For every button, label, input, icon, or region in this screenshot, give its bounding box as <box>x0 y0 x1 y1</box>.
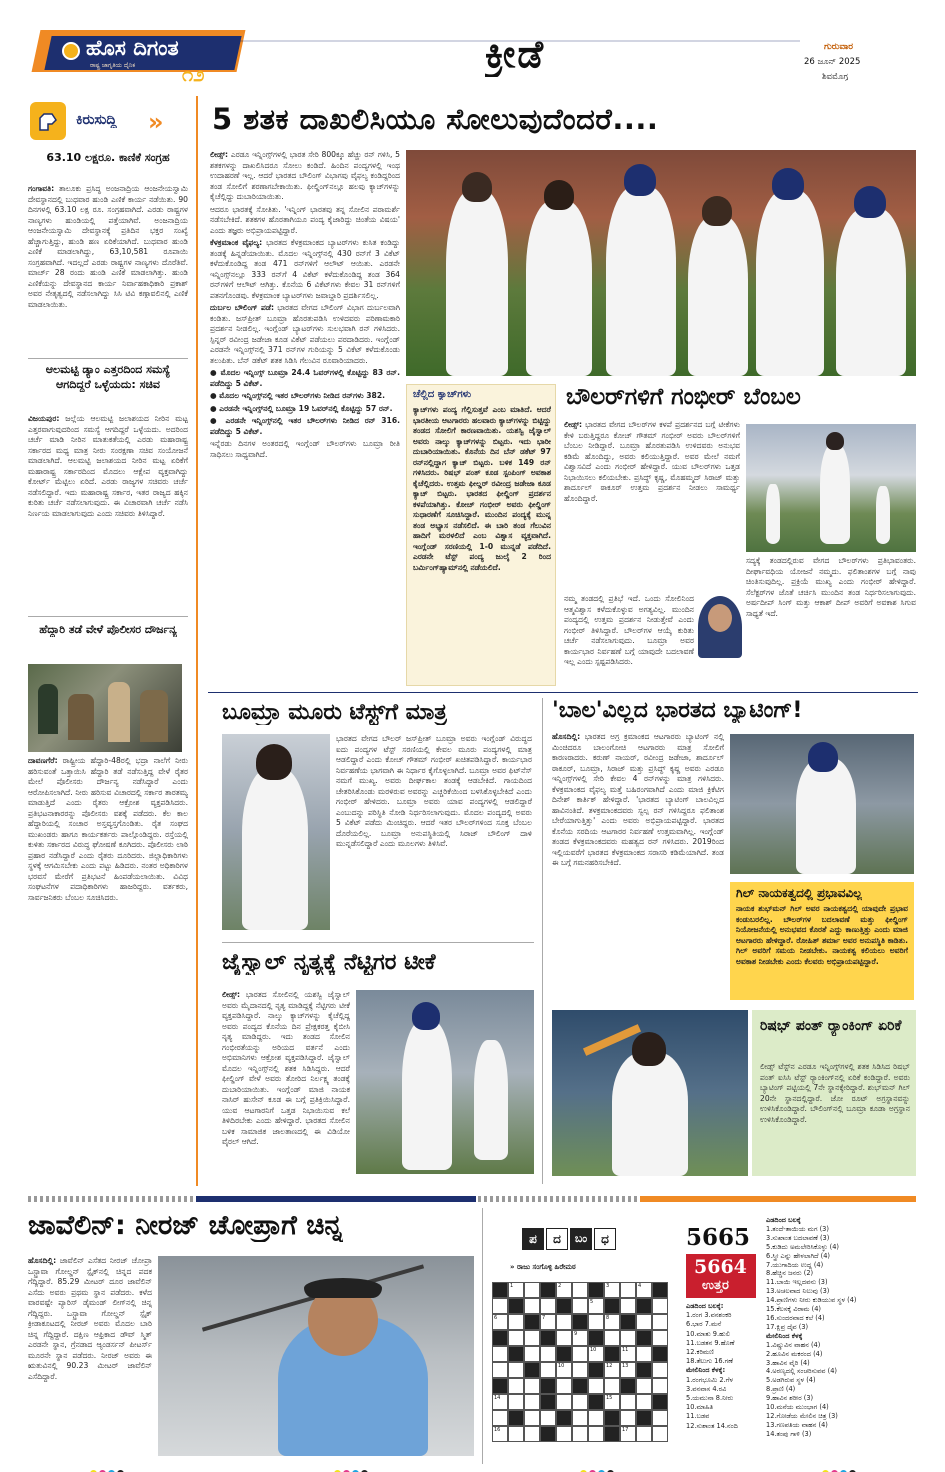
answer-item: 11.ಬಡತನ 9.ಹೊಣೆ <box>686 1338 735 1347</box>
clue-item: 2.ಹೂವಿನ ಮಕರಂದ (4) <box>766 1349 823 1358</box>
clue-item: 14.ಪ್ರಾಣಿಗಳು ನೀರು ಕುಡಿಯುವ ಸ್ಥಳ (4) <box>766 1296 857 1305</box>
sidebar-story2-text: ಜಲ್ಲೆಯ ಆಲಮಟ್ಟಿ ಜಲಾಶಯದ ನೀರಿನ ಮಟ್ಟ ಎತ್ತರವಾಗುವುದರಿಂದ ಸಮಸ್ಯೆ ಆಗದಿದ್ದರೆ ಒಳ್ಳೆಯದು. ಅದರಿಂದ ಚರ್ಚೆ ಮಾಡಿ ನೀರಿನ ಮಾತುಕತೆಯಲ್ಲಿ ಎರಡು ಮಹಾರಾಷ್ಟ್ರ ಸರ್ಕಾರದ ಮಧ್ಯ ಮಾತ್ರ ನೀರು ಸಂರಕ್ಷಣಾ ಸಚಿವ ಸಂಯೋಜನೆ ಮಾಡಲಾಗಿದೆ. ಆಲಮಟ್ಟಿ ಜಲಾಶಯದ ನೀರಿನ ಮಟ್ಟ ಏರಿಕೆಗೆ ಮಹಾರಾಷ್ಟ್ರ ಸರ್ಕಾರದಿಂದ ಮೊದಲು ಆಕ್ಷೇಪ ವ್ಯಕ್ತವಾಗಿದ್ದು ಕೋರ್ಟ್ ಮೆಟ್ಟಿಲು ಏರಿದೆ. ಎರಡು ರಾಜ್ಯಗಳ ಸಚಿವರು ಚರ್ಚೆ ನಡೆಸಲಿದ್ದಾರೆ. ಇದು ಮಹಾರಾಷ್ಟ್ರ ಸರ್ಕಾರ, ಇತರ ರಾಜ್ಯದ ಹಕ್ಕಿನ ಕುರಿತು ಚರ್ಚೆ ನಡೆಸಲಾಗುವುದು. ಈ ವಿಚಾರವಾಗಿ ಚರ್ಚೆ ನಡೆಸಿ ನಿರ್ಣಯ ಮಾಡಲಾಗುವುದು ಎಂದು ಸಚಿವರು ತಿಳಿಸಿದ್ದಾರೆ. <box>28 414 188 518</box>
answers-across-title: ಎಡದಿಂದ ಬಲಕ್ಕೆ: <box>686 1302 724 1310</box>
lead-headline: 5 ಶತಕ ದಾಖಲಿಸಿಯೂ ಸೋಲುವುದೆಂದರೆ.... <box>212 102 659 136</box>
clues-across-title: ಎಡದಿಂದ ಬಲಕ್ಕೆ <box>766 1216 801 1224</box>
lead-sub1: ಕೆಳಕ್ರಮಾಂಕ ವೈಫಲ್ಯ: <box>210 238 263 247</box>
sidebar-story1-text: ತಾಲೂಕು ಪ್ರಸಿದ್ಧ ಅಂಜನಾದ್ರಿಯ ಆಂಜನೇಯಸ್ವಾಮಿ ದೇವಸ್ಥಾನದಲ್ಲಿ ಬುಧವಾರ ಹುಂಡಿ ಎಣಿಕೆ ಕಾರ್ಯ ನಡೆಯಿತು. 90 ದಿನಗಳಲ್ಲಿ 63.10 ಲಕ್ಷ ರೂ. ಸಂಗ್ರಹವಾಗಿದೆ. ಎರಡು ರಾಷ್ಟ್ರಗಳ ನಾಣ್ಯಗಳು ಹುಂಡಿಯಲ್ಲಿ ಪತ್ತೆಯಾಗಿವೆ. ಅಂಜನಾದ್ರಿಯ ಆಂಜನೇಯಸ್ವಾಮಿ ದೇವಸ್ಥಾನಕ್ಕೆ ಪ್ರತಿದಿನ ಭಕ್ತರ ಸಂಖ್ಯೆ ಹೆಚ್ಚಾಗುತ್ತಿದ್ದು, ಹುಂಡಿ ಹಣ ಏರಿಕೆಯಾಗಿದೆ. ಬುಧವಾರ ಹುಂಡಿ ಎಣಿಕೆ ಮಾಡಲಾಗಿದ್ದು, 63,10,581 ರೂಪಾಯಿ ಸಂಗ್ರಹವಾಗಿದೆ. ಇದಲ್ಲದೆ ಎರಡು ರಾಷ್ಟ್ರಗಳ ನಾಣ್ಯಗಳು ದೊರೆತಿವೆ. ಮಾರ್ಚ್ 28 ರಂದು ಹುಂಡಿ ಎಣಿಕೆ ಮಾಡಲಾಗಿತ್ತು. ಹುಂಡಿ ಎಣಿಕೆಯನ್ನು ದೇವಸ್ಥಾನದ ಕಾರ್ಯ ನಿರ್ವಾಹಕಾಧಿಕಾರಿ ಪ್ರಕಾಶ್ ಅವರ ನೇತೃತ್ವದಲ್ಲಿ ನಡೆಸಲಾಗಿದ್ದು ಸಿಸಿ ಟಿವಿ ಕಣ್ಗಾವಲಿನಲ್ಲಿ ಎಣಿಕೆ ಮಾಡಲಾಯಿತು. <box>28 184 188 309</box>
divider <box>208 692 918 693</box>
registration-marks <box>580 1462 616 1472</box>
clue-item: 16.ಸುಂದರವಾದ ಕಲೆ (4) <box>766 1313 825 1322</box>
clue-item: 11.ಬಾಯಿ ಇಲ್ಲದವನು (3) <box>766 1278 828 1287</box>
bala-text: ಭಾರತದ ಅಗ್ರ ಕ್ರಮಾಂಕದ ಆಟಗಾರರು ಬ್ಯಾಟಿಂಗ್ ನಲ್ಲಿ ಮಿಂಚಿದರೂ ಬಾಲಂಗೋಚಿ ಆಟಗಾರರು ಮಾತ್ರ ಸೋಲಿಗೆ ಕಾರಣರಾದರು. ಕರುಣ್ ನಾಯರ್, ರವೀಂದ್ರ ಜಡೇಜಾ, ಶಾರ್ದೂಲ್ ಠಾಕೂರ್, ಬೂಮ್ರಾ, ಸಿರಾಜ್ ಮತ್ತು ಪ್ರಸಿದ್ಧ್ ಕೃಷ್ಣ ಅವರು ಎರಡೂ ಇನ್ನಿಂಗ್ಸ್‌ಗಳಲ್ಲಿ ಸೇರಿ ಕೇವಲ 4 ರನ್‌ಗಳನ್ನು ಮಾತ್ರ ಗಳಿಸಿದರು. ಕೆಳಕ್ರಮಾಂಕದ ವೈಫಲ್ಯ ಮತ್ತೆ ಬಹಿರಂಗವಾಗಿದೆ ಎಂದು ಮಾಜಿ ಕ್ರಿಕೆಟಿಗ ದಿನೇಶ್ ಕಾರ್ತಿಕ್ ಹೇಳಿದ್ದಾರೆ. 'ಭಾರತದ ಬ್ಯಾಟಿಂಗ್ ಬಾಲವಿಲ್ಲದ ಹಾವಿನಂತಿದೆ. ತಳಕ್ರಮಾಂಕದವರು ಸ್ವಲ್ಪ ರನ್ ಗಳಿಸಿದ್ದರೂ ಫಲಿತಾಂಶ ಬೇರೆಯಾಗುತ್ತಿತ್ತು' ಎಂದು ಅವರು ಅಭಿಪ್ರಾಯಪಟ್ಟಿದ್ದಾರೆ. ಭಾರತದ ಕೊನೆಯ ಸರದಿಯ ಆಟಗಾರರ ನಿರ್ವಹಣೆ ಉತ್ತಮವಾಗಿಲ್ಲ. ಇಂಗ್ಲೆಂಡ್ ತಂಡದ ಕೆಳಕ್ರಮಾಂಕದವರು ಮಹತ್ವದ ರನ್ ಗಳಿಸಿದರು. 2019ರಿಂದ ಇಲ್ಲಿಯವರೆಗೆ ಭಾರತದ ಕೆಳಕ್ರಮಾಂಕದ ಸರಾಸರಿ ಕಡಿಮೆಯಾಗಿದೆ. ತಂಡ ಈ ಬಗ್ಗೆ ಗಮನಹರಿಸಬೇಕಿದೆ. <box>552 732 724 867</box>
puzzle-setter <box>510 1262 670 1273</box>
clue-item: 13.ಅಚಲವಾದ ನಿಲುವು (3) <box>766 1287 830 1296</box>
javelin-body <box>28 1256 152 1461</box>
javelin-text: ಜಾವೆಲಿನ್ ಎಸೆತದ ನೀರಜ್ ಚೋಪ್ರಾ ಒಸ್ಟ್ರಾವಾ ಗೋಲ್ಡನ್ ಸ್ಪೈಕ್‌ನಲ್ಲಿ ಚಿನ್ನದ ಪದಕ ಗೆದ್ದಿದ್ದಾರೆ. 85.29 ಮೀಟರ್ ದೂರ ಜಾವೆಲಿನ್ ಎಸೆದು ಅವರು ಪ್ರಥಮ ಸ್ಥಾನ ಪಡೆದರು. ಕಳೆದ ವಾರವಷ್ಟೇ ಪ್ಯಾರಿಸ್ ಡೈಮಂಡ್ ಲೀಗ್‌ನಲ್ಲಿ ಚಿನ್ನ ಗೆದ್ದಿದ್ದರು. ಒಸ್ಟ್ರಾವಾ ಗೋಲ್ಡನ್ ಸ್ಪೈಕ್ ಕ್ರೀಡಾಕೂಟದಲ್ಲಿ ನೀರಜ್ ಅವರು ಮೊದಲ ಬಾರಿ ಚಿನ್ನ ಗೆದ್ದಿದ್ದಾರೆ. ದಕ್ಷಿಣ ಆಫ್ರಿಕಾದ ಡೌವ್ ಸ್ಮಿತ್ ಎರಡನೇ ಸ್ಥಾನ, ಗ್ರೆನಡಾದ ಆ್ಯಂಡರ್ಸನ್ ಪೀಟರ್ಸ್ ಮೂರನೇ ಸ್ಥಾನ ಪಡೆದರು. ನೀರಜ್ ಅವರು ಈ ಋತುವಿನಲ್ಲಿ 90.23 ಮೀಟರ್ ಜಾವೆಲಿನ್ ಎಸೆದಿದ್ದಾರೆ. <box>28 1256 152 1381</box>
registration-marks <box>90 1462 126 1472</box>
sidebar-story1-dateline: ಗಂಗಾವತಿ: <box>28 184 55 193</box>
clue-item: 12.ಗೋಡೆಯ ಮೇಲಿನ ಚಿತ್ರ (3) <box>766 1411 838 1420</box>
lead-para3: ಭಾರತದ ಕೆಳಕ್ರಮಾಂಕದ ಬ್ಯಾಟರ್‌ಗಳು ಕುಸಿತ ಕಂಡಿದ್ದು ತಂಡಕ್ಕೆ ಹಿನ್ನಡೆಯಾಯಿತು. ಮೊದಲ ಇನ್ನಿಂಗ್ಸ್‌ನಲ್ಲಿ 430 ರನ್‌ಗೆ 3 ವಿಕೆಟ್ ಕಳೆದುಕೊಂಡಿದ್ದ ತಂಡ 471 ರನ್‌ಗಳಿಗೆ ಆಲೌಟ್ ಆಯಿತು. ಎರಡನೇ ಇನ್ನಿಂಗ್ಸ್‌ನಲ್ಲೂ 333 ರನ್‌ಗೆ 4 ವಿಕೆಟ್ ಕಳೆದುಕೊಂಡಿದ್ದ ತಂಡ 364 ರನ್‌ಗಳಿಗೆ ಆಲೌಟ್ ಆಗಿತ್ತು. ಕೊನೆಯ 6 ವಿಕೆಟ್‌ಗಳು ಕೇವಲ 31 ರನ್‌ಗಳಿಗೆ ಪತನಗೊಂಡವು. ಕೆಳಕ್ರಮಾಂಕ ಬ್ಯಾಟರ್‌ಗಳು ಜವಾಬ್ದಾರಿ ಪ್ರದರ್ಶಿಸಲಿಲ್ಲ. <box>210 238 400 300</box>
gill-title: ಗಿಲ್ ನಾಯಕತ್ವದಲ್ಲಿ ಪ್ರಭಾವವಿಲ್ಲ <box>736 886 863 900</box>
team-photo <box>406 150 916 376</box>
sidebar-story1-headline: 63.10 ಲಕ್ಷರೂ. ಕಾಣಿಕೆ ಸಂಗ್ರಹ <box>46 151 170 164</box>
bala-body <box>552 732 724 1000</box>
lead-body <box>210 150 400 690</box>
clues-down-title: ಮೇಲಿನಿಂದ ಕೆಳಕ್ಕೆ <box>766 1331 803 1340</box>
logo-emblem-icon <box>62 42 80 60</box>
jaiswal-dateline: ಲೀಡ್ಸ್: <box>222 990 241 999</box>
answer-box <box>686 1254 756 1298</box>
clue-item: 5.ಅಡಗಿರುವ ಸ್ಥಳ (4) <box>766 1376 816 1385</box>
clues-list <box>766 1216 918 1464</box>
clue-item: 6.ಸ್ತ್ರೀ ಎನ್ನು ಹೇಳಲಾಗಿದೆ (4) <box>766 1251 831 1260</box>
gambhir-photo <box>698 596 742 658</box>
clue-item: 3.ಹಾವಿನ ವೈರಿ (4) <box>766 1358 810 1367</box>
divider <box>482 1208 483 1464</box>
clue-item: 9.ಹಾವಿನ ಶರೀರ (3) <box>766 1394 814 1403</box>
sidebar-story2-headline: ಆಲಮಟ್ಟಿ ಡ್ಯಾಂ ಎತ್ತರದಿಂದ ಸಮಸ್ಯೆ ಆಗದಿದ್ದರೆ ಒಳ್ಳೆಯದು: ಸಚಿವ <box>45 363 171 391</box>
clue-item: 1.ವಿಷ್ಣುವಿನ ವಾಹನ (4) <box>766 1340 821 1349</box>
pant-box <box>752 1010 916 1176</box>
catches-box <box>406 384 556 686</box>
chevrons-icon: » <box>148 108 164 136</box>
bowler-photo <box>746 424 916 552</box>
answer-item: 12.ಸುಶಾಂತ 14.ನಂದಿ <box>686 1421 738 1430</box>
answers-down-title: ಮೇಲಿನಿಂದ ಕೆಳಕ್ಕೆ: <box>686 1366 726 1375</box>
answer-item: 1.ರಂಗಭೂಮಿ 2.ಗೆಳ <box>686 1375 734 1384</box>
bottom-accent-orange <box>640 1196 916 1202</box>
clue-item: 3.ಸುಖಾಂತ ಬದಲಾವಣೆ (3) <box>766 1233 830 1242</box>
answer-item: 3.ವನವಾಸ 4.ರವಿ <box>686 1384 727 1393</box>
puzzle-setter-name: ರಾಜು ಸಂಗೊಳ್ಳಿ ಹಿರೇಮಠ <box>516 1263 576 1271</box>
sidebar-story3-text: ರಾಷ್ಟ್ರೀಯ ಹೆದ್ದಾರಿ-48ರಲ್ಲಿ ಭದ್ರಾ ನಾಲೆಗೆ ನೀರು ಹರಿಸುವಂತೆ ಒತ್ತಾಯಿಸಿ ಹೆದ್ದಾರಿ ತಡೆ ನಡೆಸುತ್ತಿದ್ದ ವೇಳೆ ರೈತರ ಮೇಲೆ ಪೊಲೀಸರು ದೌರ್ಜನ್ಯ ನಡೆಸಿದ್ದಾರೆ ಎಂದು ಆರೋಪಿಸಲಾಗಿದೆ. ನೀರು ಹರಿಸುವ ವಿಚಾರದಲ್ಲಿ ಸರ್ಕಾರ ತಾರತಮ್ಯ ಮಾಡುತ್ತಿದೆ ಎಂದು ರೈತರು ಆಕ್ರೋಶ ವ್ಯಕ್ತಪಡಿಸಿದರು. ಪ್ರತಿಭಟನಾಕಾರರನ್ನು ಪೊಲೀಸರು ವಶಕ್ಕೆ ಪಡೆದರು. ಕೆಲ ಕಾಲ ಹೆದ್ದಾರಿಯಲ್ಲಿ ಸಂಚಾರ ಅಸ್ತವ್ಯಸ್ತಗೊಂಡಿತು. ರೈತ ಸಂಘದ ಮುಖಂಡರು ಹಾಗೂ ಕಾರ್ಯಕರ್ತರು ಪಾಲ್ಗೊಂಡಿದ್ದರು. ರಸ್ತೆಯಲ್ಲಿ ಕುಳಿತು ಸರ್ಕಾರದ ವಿರುದ್ಧ ಘೋಷಣೆ ಕೂಗಿದರು. ಪೊಲೀಸರು ಲಾಠಿ ಪ್ರಹಾರ ನಡೆಸಿದ್ದಾರೆ ಎಂದು ರೈತರು ದೂರಿದರು. ಜಿಲ್ಲಾಧಿಕಾರಿಗಳು ಸ್ಥಳಕ್ಕೆ ಆಗಮಿಸಬೇಕು ಎಂದು ಪಟ್ಟು ಹಿಡಿದರು. ನಂತರ ಅಧಿಕಾರಿಗಳ ಭರವಸೆ ಮೇರೆಗೆ ಪ್ರತಿಭಟನೆ ಹಿಂಪಡೆಯಲಾಯಿತು. ವಿವಿಧ ಸಂಘಟನೆಗಳ ಪದಾಧಿಕಾರಿಗಳು ಹಾಜರಿದ್ದರು. ವರ್ತಕರು, ಸಾರ್ವಜನಿಕರು ಬೆಂಬಲ ಸೂಚಿಸಿದರು. <box>28 756 188 902</box>
sidebar <box>28 96 190 1186</box>
pant-photo <box>552 1010 748 1176</box>
clue-item: 1.ತಂದೆ-ತಾಯಿಯ ಮಗ (3) <box>766 1224 829 1233</box>
lead-para4: ಭಾರತದ ವೇಗದ ಬೌಲಿಂಗ್ ವಿಭಾಗ ದುರ್ಬಲವಾಗಿ ಕಂಡಿತು. ಜಸ್‌ಪ್ರೀತ್ ಬೂಮ್ರಾ ಹೊರತುಪಡಿಸಿ ಉಳಿದವರು ಪರಿಣಾಮಕಾರಿ ಪ್ರದರ್ಶನ ನೀಡಲಿಲ್ಲ. ಇಂಗ್ಲೆಂಡ್ ಬ್ಯಾಟರ್‌ಗಳು ಸುಲಭವಾಗಿ ರನ್ ಗಳಿಸಿದರು. ಸ್ಪಿನ್ನರ್ ರವೀಂದ್ರ ಜಡೇಜಾ ಕೂಡ ವಿಕೆಟ್ ಪಡೆಯಲು ಪರದಾಡಿದರು. ಇಂಗ್ಲೆಂಡ್ ಎರಡನೇ ಇನ್ನಿಂಗ್ಸ್‌ನಲ್ಲಿ 371 ರನ್‌ಗಳ ಗುರಿಯನ್ನು 5 ವಿಕೆಟ್ ಕಳೆದುಕೊಂಡು ತಲುಪಿತು. ಬೆನ್ ಡಕೆಟ್ ಶತಕ ಸಿಡಿಸಿ ಗೆಲುವಿನ ರೂವಾರಿಯಾದರು. <box>210 303 400 365</box>
clue-item: 8.ಪ್ರಾಣಿ (4) <box>766 1385 796 1394</box>
lead-end: ಇನ್ನೆರಡು ದಿನಗಳ ಅಂತರದಲ್ಲಿ ಇಂಗ್ಲೆಂಡ್ ಬೌಲರ್‌ಗಳು ಬೂಮ್ರಾ ರೀತಿ ಸಾಧಿಸಲು ಸಾಧ್ಯವಾಗಿದೆ. <box>210 439 400 459</box>
clue-item: 4.ಅರಣ್ಯದಲ್ಲಿ ಸಂಚರಿಸುವವ (4) <box>766 1367 837 1376</box>
puzzle-letter: ಪ <box>522 1228 544 1250</box>
answer-number: 5664 <box>694 1256 747 1278</box>
gambhir-dateline: ಲೀಡ್ಸ್: <box>564 420 583 429</box>
masthead-rule <box>240 40 800 42</box>
answer-item: 6.ಭಾರ 7.ಮನೆ <box>686 1320 722 1329</box>
day: ಗುರುವಾರ <box>824 42 854 52</box>
registration-marks <box>334 1462 370 1472</box>
catches-title: ಚೆಲ್ಲಿದ ಕ್ಯಾಚ್‌ಗಳು <box>413 389 472 400</box>
answer-item: 5.ಯಮುನಾ 8.ನೀರು <box>686 1394 734 1403</box>
clue-item: 15.ಕೆಲಸಕ್ಕೆ ವಿರಾಮ (4) <box>766 1305 822 1314</box>
puzzle-number: 5665 <box>686 1224 751 1251</box>
divider <box>222 942 534 943</box>
lead-para2: ಆದರೂ ಭಾರತಕ್ಕೆ ಸೋತಿತು. 'ಇನ್ನಿಂಗ್ ಭಾರತವು ತನ್ನ ಸೋಲಿನ ಪರಾಮರ್ಶೆ ನಡೆಸಬೇಕಿದೆ. ಶತಕಗಳ ಹೊರತಾಗಿಯೂ ಪಂದ್ಯ ಕೈಜಾರಿದ್ದು ಚಿಂತೆಯ ವಿಷಯ' ಎಂದು ತಜ್ಞರು ಅಭಿಪ್ರಾಯಪಟ್ಟಿದ್ದಾರೆ. <box>210 204 400 235</box>
sidebar-story3-body <box>28 756 188 1181</box>
answer-item: 18.ತೆಲುಗು 16.ಗಣೆ <box>686 1357 734 1366</box>
divider <box>28 616 188 617</box>
jaiswal-photo <box>356 990 534 1174</box>
clue-item: 13.ಗಣಪತಿಯ ವಾಹನ (4) <box>766 1420 828 1429</box>
gambhir-text-1: ಭಾರತದ ವೇಗದ ಬೌಲರ್‌ಗಳ ಕಳಪೆ ಪ್ರದರ್ಶನದ ಬಗ್ಗೆ ಟೀಕೆಗಳು ಕೇಳಿ ಬರುತ್ತಿದ್ದರೂ ಕೋಚ್ ಗೌತಮ್ ಗಂಭೀರ್ ಅವರು ಬೌಲರ್‌ಗಳಿಗೆ ಬೆಂಬಲ ನೀಡಿದ್ದಾರೆ. ಬೂಮ್ರಾ ಹೊರತುಪಡಿಸಿ ಉಳಿದವರು ಅನುಭವ ಕಡಿಮೆ ಹೊಂದಿದ್ದು, ಅವರು ಕಲಿಯುತ್ತಿದ್ದಾರೆ. ಅವರ ಮೇಲೆ ನಮಗೆ ವಿಶ್ವಾಸವಿದೆ ಎಂದು ಗಂಭೀರ್ ಹೇಳಿದ್ದಾರೆ. ಯುವ ಬೌಲರ್‌ಗಳು ಒತ್ತಡ ನಿಭಾಯಿಸಲು ಕಲಿಯಬೇಕು. ಪ್ರಸಿದ್ಧ್ ಕೃಷ್ಣ, ಮೊಹಮ್ಮದ್ ಸಿರಾಜ್ ಮತ್ತು ಶಾರ್ದೂಲ್ ಠಾಕೂರ್ ಉತ್ತಮ ಪ್ರದರ್ಶನ ನೀಡಲು ಸಾಮರ್ಥ್ಯ ಹೊಂದಿದ್ದಾರೆ. <box>564 420 740 503</box>
section-title: ಕ್ರೀಡೆ <box>485 32 546 76</box>
lead-stat-3: ● ಎರಡನೇ ಇನ್ನಿಂಗ್ಸ್‌ನಲ್ಲಿ ಬೂಮ್ರಾ 19 ಓವರ್‌ನಲ್ಲಿ ಕೊಟ್ಟಿದ್ದು 57 ರನ್. <box>210 403 393 413</box>
lead-para1: ಎರಡೂ ಇನ್ನಿಂಗ್ಸ್‌ಗಳಲ್ಲಿ ಭಾರತ ಸೇರಿ 800ಕ್ಕೂ ಹೆಚ್ಚು ರನ್ ಗಳಿಸಿ, 5 ಶತಕಗಳನ್ನು ದಾಖಲಿಸಿದರೂ ಸೋಲು ಕಂಡಿದೆ. ಹಿಂದಿನ ಪಂದ್ಯಗಳಲ್ಲಿ ಇಂಥ ಉದಾಹರಣೆ ಇಲ್ಲ. ಆದರೆ ಭಾರತದ ಬೌಲಿಂಗ್ ವಿಭಾಗವು ವೈಫಲ್ಯ ಕಂಡಿದ್ದರಿಂದ ತಂಡ ಸೋಲಿಗೆ ಶರಣಾಗಬೇಕಾಯಿತು. ಫೀಲ್ಡಿಂಗ್‌ನಲ್ಲೂ ಹಲವು ಕ್ಯಾಚ್‌ಗಳನ್ನು ಕೈಚೆಲ್ಲಿದ್ದು ದುಬಾರಿಯಾಯಿತು. <box>210 150 400 201</box>
clue-item: 17.ಕ್ಷಿಪ್ರ ದೈವ (3) <box>766 1322 809 1331</box>
bumrah-body: ಭಾರತದ ವೇಗದ ಬೌಲರ್ ಜಸ್‌ಪ್ರೀತ್ ಬೂಮ್ರಾ ಅವರು ಇಂಗ್ಲೆಂಡ್ ವಿರುದ್ಧದ ಐದು ಪಂದ್ಯಗಳ ಟೆಸ್ಟ್ ಸರಣಿಯಲ್ಲಿ ಕೇವಲ ಮೂರು ಪಂದ್ಯಗಳಲ್ಲಿ ಮಾತ್ರ ಆಡಲಿದ್ದಾರೆ ಎಂದು ಕೋಚ್ ಗೌತಮ್ ಗಂಭೀರ್ ಖಚಿತಪಡಿಸಿದ್ದಾರೆ. ಕಾರ್ಯಭಾರ ನಿರ್ವಹಣೆಯ ಭಾಗವಾಗಿ ಈ ನಿರ್ಧಾರ ಕೈಗೊಳ್ಳಲಾಗಿದೆ. ಬೂಮ್ರಾ ಅವರ ಫಿಟ್‌ನೆಸ್ ನಮಗೆ ಮುಖ್ಯ. ಅವರು ದೀರ್ಘಕಾಲ ತಂಡಕ್ಕೆ ಆಡಬೇಕಿದೆ. ಗಾಯದಿಂದ ಚೇತರಿಸಿಕೊಂಡು ಮರಳಿರುವ ಅವರನ್ನು ಎಚ್ಚರಿಕೆಯಿಂದ ಬಳಸಿಕೊಳ್ಳಬೇಕಿದೆ ಎಂದು ಗಂಭೀರ್ ಹೇಳಿದರು. ಬೂಮ್ರಾ ಅವರು ಯಾವ ಪಂದ್ಯಗಳಲ್ಲಿ ಆಡಲಿದ್ದಾರೆ ಎಂಬುದನ್ನು ಪರಿಸ್ಥಿತಿ ನೋಡಿ ನಿರ್ಧರಿಸಲಾಗುವುದು. ಮೊದಲ ಪಂದ್ಯದಲ್ಲಿ ಅವರು 5 ವಿಕೆಟ್ ಪಡೆದು ಮಿಂಚಿದ್ದರು. ಆದರೆ ಇತರ ಬೌಲರ್‌ಗಳಿಂದ ಸೂಕ್ತ ಬೆಂಬಲ ದೊರೆಯಲಿಲ್ಲ. ಬೂಮ್ರಾ ಅನುಪಸ್ಥಿತಿಯಲ್ಲಿ ಸಿರಾಜ್ ಬೌಲಿಂಗ್ ದಾಳಿ ಮುನ್ನಡೆಸಲಿದ್ದಾರೆ ಎಂದು ಮೂಲಗಳು ತಿಳಿಸಿವೆ. <box>336 734 532 848</box>
sidebar-story1-body <box>28 184 188 354</box>
gill-body: ನಾಯಕ ಶುಭ್‌ಮನ್ ಗಿಲ್ ಅವರ ನಾಯಕತ್ವದಲ್ಲಿ ಯಾವುದೇ ಪ್ರಭಾವ ಕಂಡುಬರಲಿಲ್ಲ. ಬೌಲರ್‌ಗಳ ಬದಲಾವಣೆ ಮತ್ತು ಫೀಲ್ಡಿಂಗ್ ನಿಯೋಜನೆಯಲ್ಲಿ ಅನುಭವದ ಕೊರತೆ ಎದ್ದು ಕಾಣುತ್ತಿತ್ತು ಎಂದು ಮಾಜಿ ಆಟಗಾರರು ಹೇಳಿದ್ದಾರೆ. ರೋಹಿತ್ ಶರ್ಮಾ ಅವರ ಅನುಪಸ್ಥಿತಿ ಕಾಡಿತು. ಗಿಲ್ ಅವರಿಗೆ ಸಮಯ ನೀಡಬೇಕು. ನಾಯಕತ್ವ ಕಲಿಯಲು ಅವರಿಗೆ ಅವಕಾಶ ನೀಡಬೇಕು ಎಂದು ಕೆಲವರು ಅಭಿಪ್ರಾಯಪಟ್ಟಿದ್ದಾರೆ. <box>736 904 908 966</box>
jaiswal-headline: ಜೈಸ್ವಾಲ್ ನೃತ್ಯಕ್ಕೆ ನೆಟ್ಟಿಗರ ಟೀಕೆ <box>222 950 436 975</box>
answer-item: 11.ಬಡವ <box>686 1412 710 1421</box>
answer-label: ಉತ್ತರ <box>702 1278 729 1293</box>
neeraj-photo <box>158 1256 474 1456</box>
city: ಶಿವಮೊಗ್ಗ <box>822 72 849 82</box>
date: 26 ಜೂನ್ 2025 <box>804 57 861 67</box>
sidebar-story3-headline: ಹೆದ್ದಾರಿ ತಡೆ ವೇಳೆ ಪೊಲೀಸರ ದೌರ್ಜನ್ಯ <box>39 623 177 636</box>
pant-headline: ರಿಷಭ್ ಪಂತ್ ರ್‍ಯಾಂಕಿಂಗ್ ಏರಿಕೆ <box>760 1018 902 1034</box>
bottom-accent-navy <box>196 1196 476 1202</box>
puzzle-letter: ಬಂ <box>570 1228 592 1250</box>
answers-list <box>686 1302 760 1462</box>
gambhir-body-1 <box>564 420 740 590</box>
sidebar-brand: ಕಿರುಸುದ್ದಿ <box>76 112 117 128</box>
sidebar-divider <box>196 96 198 1186</box>
puzzle-title <box>522 1228 662 1252</box>
puzzle-letter: ಧ <box>594 1228 616 1250</box>
gill-box <box>730 882 914 1000</box>
bala-headline: 'ಬಾಲ'ವಿಲ್ಲದ ಭಾರತದ ಬ್ಯಾಟಿಂಗ್! <box>552 698 803 723</box>
answer-item: 10.ಮಾಹಿತಿ <box>686 1403 714 1412</box>
sidebar-story2-body <box>28 414 188 684</box>
lead-sub2: ದುರ್ಬಲ ಬೌಲಿಂಗ್ ಪಡೆ: <box>210 303 275 312</box>
gambhir-body-2: ನಮ್ಮ ತಂಡದಲ್ಲಿ ಪ್ರತಿಭೆ ಇದೆ. ಒಂದು ಸೋಲಿನಿಂದ ಆತ್ಮವಿಶ್ವಾಸ ಕಳೆದುಕೊಳ್ಳುವ ಅಗತ್ಯವಿಲ್ಲ. ಮುಂದಿನ ಪಂದ್ಯದಲ್ಲಿ ಉತ್ತಮ ಪ್ರದರ್ಶನ ನೀಡುತ್ತೇವೆ ಎಂದು ಗಂಭೀರ್ ತಿಳಿಸಿದ್ದಾರೆ. ಬೌಲರ್‌ಗಳ ಆಯ್ಕೆ ಕುರಿತು ಚರ್ಚೆ ನಡೆಸಲಾಗುವುದು. ಬೂಮ್ರಾ ಅವರ ಕಾರ್ಯಭಾರ ನಿರ್ವಹಣೆ ಬಗ್ಗೆ ಯಾವುದೇ ಬದಲಾವಣೆ ಇಲ್ಲ ಎಂದು ಸ್ಪಷ್ಟಪಡಿಸಿದರು. <box>564 594 694 666</box>
divider <box>542 698 543 1184</box>
logo-text: ಹೊಸ ದಿಗಂತ <box>86 36 179 60</box>
lead-stat-1: ● ಮೊದಲ ಇನ್ನಿಂಗ್ಸ್ ಬೂಮ್ರಾ 24.4 ಓವರ್‌ಗಳಲ್ಲಿ ಕೊಟ್ಟಿದ್ದು 83 ರನ್. ಪಡೆದಿದ್ದು 5 ವಿಕೆಟ್. <box>210 368 400 388</box>
jaiswal-body <box>222 990 350 1180</box>
bumrah-headline: ಬೂಮ್ರಾ ಮೂರು ಟೆಸ್ಟ್‌ಗೆ ಮಾತ್ರ <box>222 700 447 725</box>
clue-item: 7.ಯುಗಾದಿಯ ಉದ್ದ (4) <box>766 1260 824 1269</box>
lead-stat-2: ● ಮೊದಲ ಇನ್ನಿಂಗ್ಸ್‌ನಲ್ಲಿ ಇತರ ಬೌಲರ್‌ಗಳು ನೀಡಿದ ರನ್‌ಗಳು 382. <box>210 391 386 400</box>
page-number: ೧೨ <box>182 62 205 86</box>
catches-body: ಕ್ಯಾಚ್‌ಗಳು ಪಂದ್ಯ ಗೆಲ್ಲಿಸುತ್ತವೆ ಎಂಬ ಮಾತಿದೆ. ಆದರೆ ಭಾರತೀಯ ಆಟಗಾರರು ಹಲವಾರು ಕ್ಯಾಚ್‌ಗಳನ್ನು ಬಿಟ್ಟಿದ್ದು ತಂಡದ ಸೋಲಿಗೆ ಕಾರಣವಾಯಿತು. ಯಶಸ್ವಿ ಜೈಸ್ವಾಲ್ ಅವರು ನಾಲ್ಕು ಕ್ಯಾಚ್‌ಗಳನ್ನು ಬಿಟ್ಟರು. ಇದು ಭಾರೀ ದುಬಾರಿಯಾಯಿತು. ಕೊನೆಯ ದಿನ ಬೆನ್ ಡಕೆಟ್ 97 ರನ್‌ನಲ್ಲಿದ್ದಾಗ ಕ್ಯಾಚ್ ಬಿಟ್ಟರು. ಬಳಿಕ 149 ರನ್ ಗಳಿಸಿದರು. ರಿಷಭ್ ಪಂತ್ ಕೂಡ ಸ್ಟಂಪಿಂಗ್ ಅವಕಾಶ ಕೈಚೆಲ್ಲಿದರು. ಉತ್ತಮ ಫೀಲ್ಡರ್ ರವೀಂದ್ರ ಜಡೇಜಾ ಕೂಡ ಕ್ಯಾಚ್ ಬಿಟ್ಟರು. ಭಾರತದ ಫೀಲ್ಡಿಂಗ್ ಪ್ರದರ್ಶನ ಕಳಪೆಯಾಗಿತ್ತು. ಕೋಚ್ ಗಂಭೀರ್ ಅವರು ಫೀಲ್ಡಿಂಗ್ ಸುಧಾರಣೆಗೆ ಸೂಚಿಸಿದ್ದಾರೆ. ಮುಂದಿನ ಪಂದ್ಯಕ್ಕೆ ಮುನ್ನ ತಂಡ ಅಭ್ಯಾಸ ನಡೆಸಲಿದೆ. ಈ ಬಾರಿ ತಂಡ ಗೆಲುವಿನ ಹಾದಿಗೆ ಮರಳಲಿದೆ ಎಂಬ ವಿಶ್ವಾಸ ವ್ಯಕ್ತವಾಗಿದೆ. ಇಂಗ್ಲೆಂಡ್ ಸರಣಿಯಲ್ಲಿ 1-0 ಮುನ್ನಡೆ ಪಡೆದಿದೆ. ಎರಡನೇ ಟೆಸ್ಟ್ ಪಂದ್ಯ ಜುಲೈ 2 ರಿಂದ ಬರ್ಮಿಂಗ್‌ಹ್ಯಾಮ್‌ನಲ್ಲಿ ನಡೆಯಲಿದೆ. <box>413 405 551 572</box>
gill-photo <box>730 734 914 874</box>
pant-body: ಲೀಡ್ಸ್ ಟೆಸ್ಟ್‌ನ ಎರಡೂ ಇನ್ನಿಂಗ್ಸ್‌ಗಳಲ್ಲಿ ಶತಕ ಸಿಡಿಸಿದ ರಿಷಭ್ ಪಂತ್ ಐಸಿಸಿ ಟೆಸ್ಟ್ ರ್‍ಯಾಂಕಿಂಗ್‌ನಲ್ಲಿ ಏರಿಕೆ ಕಂಡಿದ್ದಾರೆ. ಅವರು ಬ್ಯಾಟಿಂಗ್ ಪಟ್ಟಿಯಲ್ಲಿ 7ನೇ ಸ್ಥಾನಕ್ಕೇರಿದ್ದಾರೆ. ಶುಭ್‌ಮನ್ ಗಿಲ್ 20ನೇ ಸ್ಥಾನದಲ್ಲಿದ್ದಾರೆ. ಜೋ ರೂಟ್ ಅಗ್ರಸ್ಥಾನವನ್ನು ಉಳಿಸಿಕೊಂಡಿದ್ದಾರೆ. ಬೌಲಿಂಗ್‌ನಲ್ಲಿ ಬೂಮ್ರಾ ಕೂಡಾ ಅಗ್ರಸ್ಥಾನ ಉಳಿಸಿಕೊಂಡಿದ್ದಾರೆ. <box>760 1062 910 1124</box>
divider <box>28 358 188 359</box>
sidebar-story3-dateline: ದಾವಣಗೆರೆ: <box>28 756 58 765</box>
lead-stat-4: ● ಎರಡನೇ ಇನ್ನಿಂಗ್ಸ್‌ನಲ್ಲಿ ಇತರ ಬೌಲರ್‌ಗಳು ನೀಡಿದ ರನ್ 316. ಪಡೆದಿದ್ದು 5 ವಿಕೆಟ್. <box>210 416 400 436</box>
sidebar-story2-dateline: ವಿಜಯಪುರ: <box>28 414 60 423</box>
bumrah-photo <box>222 734 330 930</box>
lead-dateline: ಲೀಡ್ಸ್: <box>210 150 229 159</box>
registration-marks <box>822 1462 858 1472</box>
javelin-headline: ಜಾವೆಲಿನ್: ನೀರಜ್ ಚೋಪ್ರಾಗೆ ಚಿನ್ನ <box>28 1210 344 1241</box>
answer-item: 12.ಕರಿಮಣಿ <box>686 1348 714 1357</box>
answer-item: 1.ರಂಗ 3.ವನಶಂಕರಿ <box>686 1311 732 1320</box>
javelin-dateline: ಹೊಸದಿಲ್ಲಿ: <box>28 1256 57 1265</box>
clue-item: 5.ಕುಡಿದು ಅಮಲೇರಿಸಿಕೊಳ್ಳು (4) <box>766 1242 839 1251</box>
bala-dateline: ಹೊಸದಿಲ್ಲಿ: <box>552 732 581 741</box>
clue-item: 14.ತಂಪು ಗಾಳಿ (3) <box>766 1429 812 1438</box>
answer-item: 10.ಮಾತು 9.ಹುಲಿ <box>686 1329 730 1338</box>
masthead <box>0 0 945 90</box>
arrows-icon: » <box>510 1263 515 1271</box>
gambhir-headline: ಬೌಲರ್‌ಗಳಿಗೆ ಗಂಭೀರ್ ಬೆಂಬಲ <box>566 384 801 410</box>
puzzle-letter: ದ <box>546 1228 568 1250</box>
crossword-grid[interactable]: 1 2 3 4 5 6 7 8 9 10 11 10 12 13 14 15 16 17 <box>492 1282 684 1458</box>
protest-photo <box>28 664 182 752</box>
gambhir-body-3: ಸದ್ಯಕ್ಕೆ ತಂಡದಲ್ಲಿರುವ ವೇಗದ ಬೌಲರ್‌ಗಳು ಪ್ರತಿಭಾವಂತರು. ದೀರ್ಘಾವಧಿಯ ಯೋಜನೆ ನಮ್ಮದು. ಫಲಿತಾಂಶಗಳ ಬಗ್ಗೆ ನಾವು ಚಿಂತಿಸುವುದಿಲ್ಲ. ಪ್ರಕ್ರಿಯೆ ಮುಖ್ಯ ಎಂದು ಗಂಭೀರ್ ಹೇಳಿದ್ದಾರೆ. ಸೆಲೆಕ್ಟರ್‌ಗಳ ಜೊತೆ ಚರ್ಚಿಸಿ ಮುಂದಿನ ತಂಡ ನಿರ್ಧರಿಸಲಾಗುವುದು. ಅರ್ಷದೀಪ್ ಸಿಂಗ್ ಮತ್ತು ಆಕಾಶ್ ದೀಪ್ ಅವರಿಗೆ ಅವಕಾಶ ಸಿಗುವ ಸಾಧ್ಯತೆ ಇದೆ. <box>746 556 916 618</box>
clue-item: 8.ಹೆಚ್ಚಿನ ಜನರು (2) <box>766 1269 814 1278</box>
jaiswal-text: ಭಾರತದ ಸೋಲಿನಲ್ಲಿ ಯಶಸ್ವಿ ಜೈಸ್ವಾಲ್ ಅವರು ಮೈದಾನದಲ್ಲಿ ನೃತ್ಯ ಮಾಡಿದ್ದಕ್ಕೆ ನೆಟ್ಟಿಗರು ಟೀಕೆ ವ್ಯಕ್ತಪಡಿಸಿದ್ದಾರೆ. ನಾಲ್ಕು ಕ್ಯಾಚ್‌ಗಳನ್ನು ಕೈಚೆಲ್ಲಿದ್ದ ಅವರು ಪಂದ್ಯದ ಕೊನೆಯ ದಿನ ಪ್ರೇಕ್ಷಕರತ್ತ ಕೈಬೀಸಿ ನೃತ್ಯ ಮಾಡಿದ್ದರು. ಇದು ತಂಡದ ಸೋಲಿನ ಗಂಭೀರತೆಯನ್ನು ಅರಿಯದ ವರ್ತನೆ ಎಂದು ಅಭಿಮಾನಿಗಳು ಆಕ್ರೋಶ ವ್ಯಕ್ತಪಡಿಸಿದ್ದಾರೆ. ಜೈಸ್ವಾಲ್ ಮೊದಲ ಇನ್ನಿಂಗ್ಸ್‌ನಲ್ಲಿ ಶತಕ ಸಿಡಿಸಿದ್ದರು. ಆದರೆ ಫೀಲ್ಡಿಂಗ್ ವೇಳೆ ಅವರು ತೋರಿದ ನಿರ್ಲಕ್ಷ್ಯ ತಂಡಕ್ಕೆ ದುಬಾರಿಯಾಯಿತು. ಇಂಗ್ಲೆಂಡ್ ಮಾಜಿ ನಾಯಕ ನಾಸಿರ್ ಹುಸೇನ್ ಕೂಡ ಈ ಬಗ್ಗೆ ಪ್ರತಿಕ್ರಿಯಿಸಿದ್ದಾರೆ. ಯುವ ಆಟಗಾರನಿಗೆ ಒತ್ತಡ ನಿಭಾಯಿಸುವ ಕಲೆ ತಿಳಿದಿರಬೇಕು ಎಂದು ಹೇಳಿದ್ದಾರೆ. ಭಾರತದ ಸೋಲಿನ ಬಳಿಕ ಸಾಮಾಜಿಕ ಜಾಲತಾಣದಲ್ಲಿ ಈ ವಿಡಿಯೋ ವೈರಲ್ ಆಗಿದೆ. <box>222 990 350 1146</box>
sidebar-brand-box <box>28 100 182 144</box>
hand-icon <box>30 102 66 140</box>
logo-tagline: ರಾಷ್ಟ್ರ ಜಾಗೃತಿಯ ದೈನಿಕ <box>90 62 136 69</box>
clue-item: 10.ಮನೆಯ ಮುಂಭಾಗ (4) <box>766 1403 829 1412</box>
